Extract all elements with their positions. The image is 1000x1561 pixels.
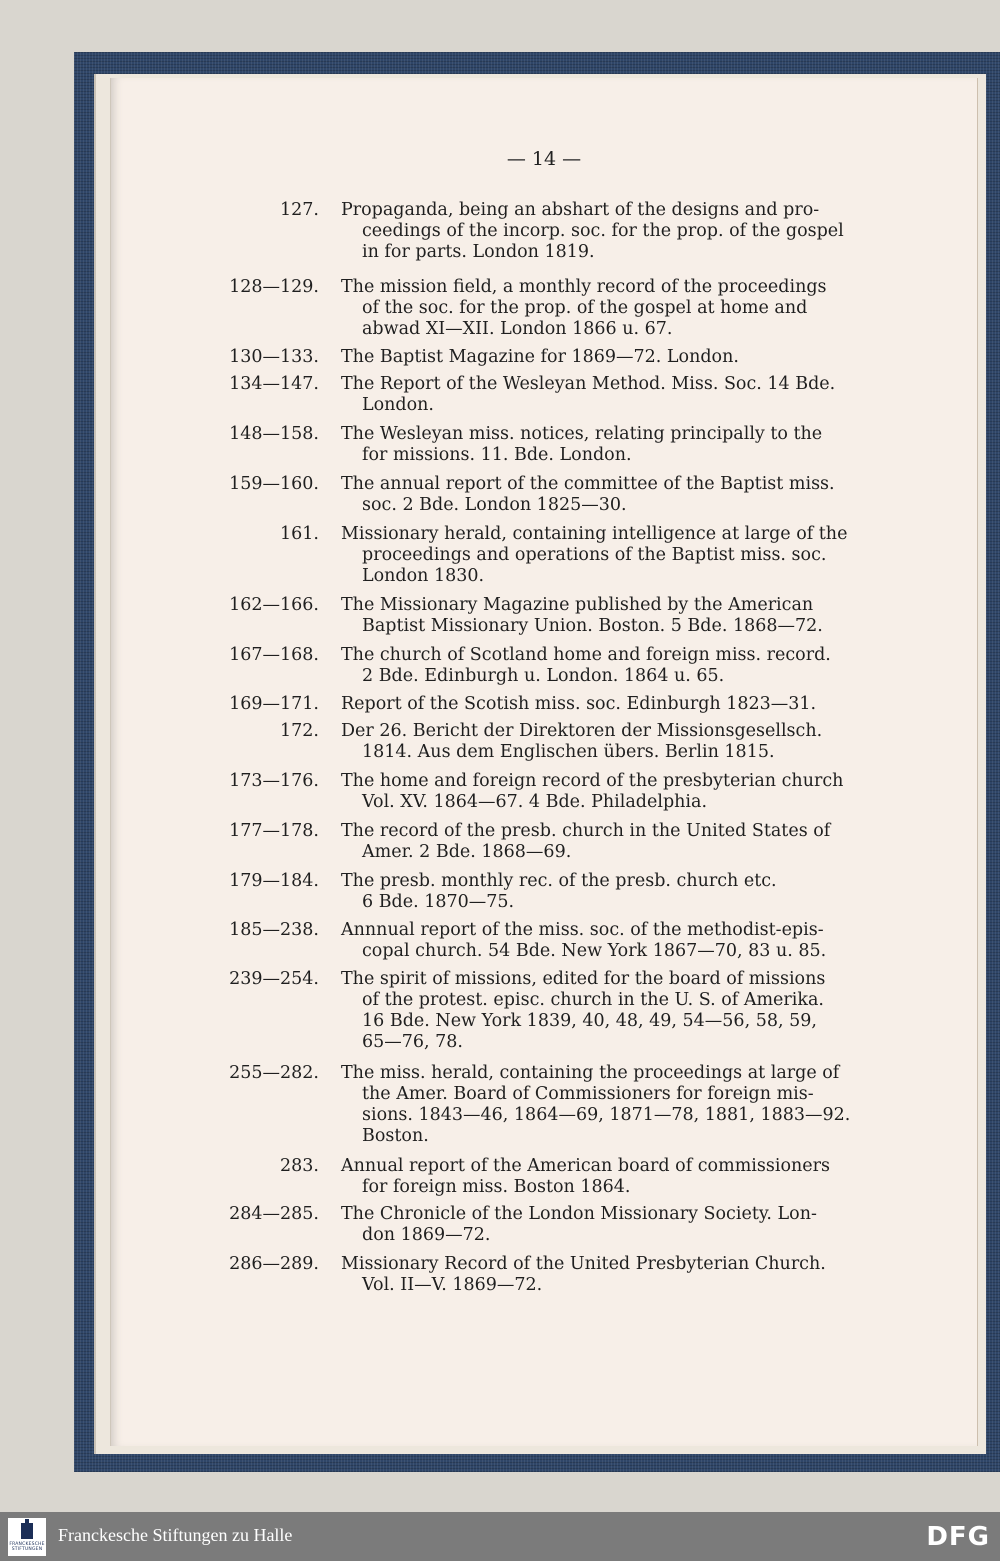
entry-text-line: 6 Bde. 1870—75.	[362, 892, 515, 912]
entry-text-line: ceedings of the incorp. soc. for the prop. of the gospel	[362, 221, 844, 241]
entry-text-line: for missions. 11. Bde. London.	[362, 445, 632, 465]
entry-number: 239—254.	[229, 969, 319, 989]
entry-text-line: the Amer. Board of Commissioners for foreign mis-	[362, 1084, 814, 1104]
entry-number: 286—289.	[229, 1254, 319, 1274]
entry-number: 167—168.	[229, 645, 319, 665]
entry-text-line: of the soc. for the prop. of the gospel at home and	[362, 298, 808, 318]
entry-number: 148—158.	[229, 424, 319, 444]
entry-text-line: The annual report of the committee of the Baptist miss.	[341, 474, 835, 494]
entry-number: 159—160.	[229, 474, 319, 494]
entry-text-line: Annual report of the American board of commissioners	[341, 1156, 830, 1176]
entry-number: 172.	[280, 721, 319, 741]
entry-text-line: in for parts. London 1819.	[362, 242, 595, 262]
entry-text-line: Boston.	[362, 1126, 429, 1146]
entry-number: 185—238.	[229, 920, 319, 940]
entry-text-line: 1814. Aus dem Englischen übers. Berlin 1815.	[362, 742, 775, 762]
entry-text-line: The mission field, a monthly record of the proceedings	[341, 277, 827, 297]
entry-text-line: 65—76, 78.	[362, 1032, 463, 1052]
entry-text-line: Missionary Record of the United Presbyterian Church.	[341, 1254, 826, 1274]
dfg-logo: DFG	[926, 1522, 990, 1552]
entry-text-line: The Wesleyan miss. notices, relating principally to the	[341, 424, 823, 444]
entry-text-line: The presb. monthly rec. of the presb. church etc.	[341, 871, 777, 891]
entry-text-line: soc. 2 Bde. London 1825—30.	[362, 495, 627, 515]
entry-text-line: Annnual report of the miss. soc. of the methodist-epis-	[341, 920, 824, 940]
entry-text-line: Propaganda, being an abshart of the designs and pro-	[341, 200, 820, 220]
entry-text-line: The Missionary Magazine published by the American	[341, 595, 814, 615]
entry-number: 134—147.	[229, 374, 319, 394]
entry-text-line: The record of the presb. church in the United States of	[341, 821, 831, 841]
entry-text-line: proceedings and operations of the Baptist miss. soc.	[362, 545, 827, 565]
entry-number: 161.	[280, 524, 319, 544]
entry-text-line: The Chronicle of the London Missionary Society. Lon-	[341, 1204, 817, 1224]
entry-text-line: London 1830.	[362, 566, 485, 586]
logo-text: FRANCKESCHE STIFTUNGEN	[9, 1542, 45, 1552]
entry-text-line: copal church. 54 Bde. New York 1867—70, 83 u. 85.	[362, 941, 827, 961]
entry-text-line: The spirit of missions, edited for the board of missions	[341, 969, 826, 989]
entry-number: 128—129.	[229, 277, 319, 297]
entry-number: 162—166.	[229, 595, 319, 615]
entry-text-line: for foreign miss. Boston 1864.	[362, 1177, 631, 1197]
entry-text-line: The church of Scotland home and foreign miss. record.	[341, 645, 831, 665]
entry-number: 255—282.	[229, 1063, 319, 1083]
entry-text-line: Amer. 2 Bde. 1868—69.	[362, 842, 572, 862]
entry-text-line: 2 Bde. Edinburgh u. London. 1864 u. 65.	[362, 666, 725, 686]
viewer-footer	[0, 1512, 1000, 1561]
entry-number: 283.	[280, 1156, 319, 1176]
entry-text-line: Vol. XV. 1864—67. 4 Bde. Philadelphia.	[362, 792, 708, 812]
entry-number: 179—184.	[229, 871, 319, 891]
entry-number: 177—178.	[229, 821, 319, 841]
entry-number: 130—133.	[229, 347, 319, 367]
entry-number: 173—176.	[229, 771, 319, 791]
entry-text-line: of the protest. episc. church in the U. S. of Amerika.	[362, 990, 824, 1010]
entry-text-line: London.	[362, 395, 434, 415]
building-icon	[21, 1523, 33, 1539]
entry-number: 169—171.	[229, 694, 319, 714]
entry-text-line: Baptist Missionary Union. Boston. 5 Bde. 1868—72.	[362, 616, 823, 636]
entry-text-line: Missionary herald, containing intelligence at large of the	[341, 524, 848, 544]
book-page	[110, 78, 978, 1446]
institution-name: Franckesche Stiftungen zu Halle	[58, 1525, 293, 1545]
entry-text-line: Report of the Scotish miss. soc. Edinburgh 1823—31.	[341, 694, 817, 714]
entry-text-line: The Baptist Magazine for 1869—72. London.	[341, 347, 739, 367]
entry-text-line: sions. 1843—46, 1864—69, 1871—78, 1881, 1883—92.	[362, 1105, 851, 1125]
institution-logo[interactable]	[8, 1518, 46, 1556]
entry-number: 284—285.	[229, 1204, 319, 1224]
entry-text-line: The miss. herald, containing the proceedings at large of	[341, 1063, 840, 1083]
entry-text-line: Vol. II—V. 1869—72.	[362, 1275, 543, 1295]
entry-text-line: Der 26. Bericht der Direktoren der Missionsgesellsch.	[341, 721, 823, 741]
entry-text-line: The Report of the Wesleyan Method. Miss. Soc. 14 Bde.	[341, 374, 836, 394]
entry-text-line: don 1869—72.	[362, 1225, 491, 1245]
entry-text-line: The home and foreign record of the presbyterian church	[341, 771, 844, 791]
entry-text-line: 16 Bde. New York 1839, 40, 48, 49, 54—56, 58, 59,	[362, 1011, 817, 1031]
entry-text-line: abwad XI—XII. London 1866 u. 67.	[362, 319, 673, 339]
page-number: — 14 —	[506, 148, 582, 170]
entry-number: 127.	[280, 200, 319, 220]
